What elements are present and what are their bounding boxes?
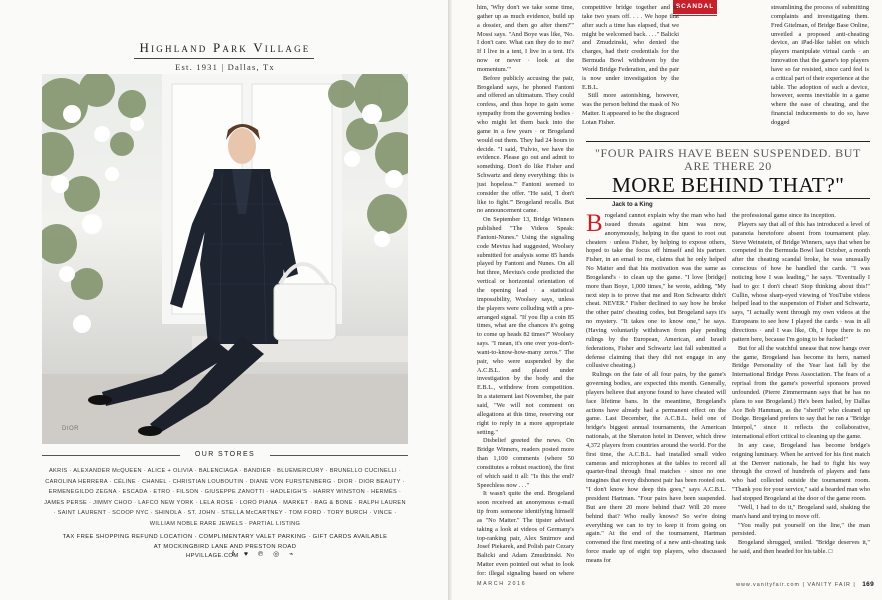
pullquote-top-rule — [586, 141, 870, 142]
pullquote-bottom-rule — [586, 198, 870, 199]
ad-divider — [134, 58, 314, 59]
article-paragraph: "You really put yourself on the line," the man persisted. — [732, 521, 870, 538]
stores-heading: OUR STORES — [42, 451, 408, 458]
article-paragraph: him, 'Why don't we take some time, gather up as much evidence, build up a dossier, and then go after them?'" Mossi says. "And Boye was like, 'No. I don't care. What can they do to me? If I live in a tent, I live in a tent. It's now or never · look at the momentum.'" — [477, 4, 574, 73]
article-column-2-bottom — [586, 212, 726, 578]
article-paragraph: Still more astonishing, however, was the person behind the mask of No Matter. It appeared to be the disgraced Lotan Fisher. — [582, 92, 679, 126]
ad-footer-info — [42, 533, 408, 552]
folio-right: www.vanityfair.com | VANITY FAIR | 169 — [736, 581, 874, 588]
article-paragraph: Players say that all of this has introduced a level of paranoia heretofore absent from tournament play. Steve Weinstein, of Bridge Winners, says that when he competed in the Bermuda Bowl last October, a month after the cheating scandal broke, he was unusually conscious of how he handled the cards. "I was noticing how I was leading," he says. "Eventually I had to go: I don't cheat! Stop thinking about this!" Cullin, whose sharp-eyed viewing of YouTube videos helped lead to the suspension of Fisher and Schwartz, says, "I actually went through my own videos at the Europeans to see how I played the cards · was in all directions · and I was like, Oh, I hope there is no pattern here, because I'm going to be fucked!" — [732, 220, 870, 343]
article-paragraph: Disbelief greeted the news. On Bridge Winners, readers posted more than 1,100 comments (where 50 constitutes a robust reaction), the first of which said it all: "Is this the end? Speechless now . . ." — [477, 437, 574, 489]
article-paragraph: Brogeland shrugged, smiled. "Bridge deserves it," he said, and then headed for his table. □ — [732, 539, 870, 556]
ad-photo-illustration — [42, 74, 408, 444]
dropcap: B — [586, 212, 603, 237]
ad-footer-line1: TAX FREE SHOPPING REFUND LOCATION · COMPLIMENTARY VALET PARKING · GIFT CARDS AVAILABLE — [62, 534, 388, 540]
ad-website[interactable]: HPVILLAGE.COM — [186, 553, 239, 559]
subhead-jack-to-a-king: Jack to a King — [612, 202, 653, 208]
ad-footer-line2: AT MOCKINGBIRD LANE AND PRESTON ROAD — [153, 543, 297, 550]
photo-credit: DIOR — [62, 426, 79, 432]
article-paragraph: Brogeland cannot explain why the man who had issued threats against him was now, anonymously, helping in the quest to root out cheaters · unless Fisher, by helping to expose others, hoped to take the focus off himself and his partner. Fisher, in an email to me, claims that he only helped No Matter and that his motivation was the same as Brogeland's · to clean up the game. "I love [bridge] more than Boye, 1,000 times," he wrote, adding, "My next step is to prove that me and Ron Schwartz didn't cheat. NEVER." Fisher declined to say how he broke the other pairs' cheating codes, but Brogeland says it's no mystery. "It takes one to know one," he says. (Having voluntarily withdrawn from play pending rulings by the European, American, and Israeli federations, Fisher and Schwartz last fall submitted a defense claiming that they did not engage in any collusive cheating.) — [586, 212, 726, 370]
page-number: 169 — [862, 581, 874, 588]
folio-site: www.vanityfair.com — [736, 582, 800, 588]
article-paragraph: It wasn't quite the end. Brogeland soon received an anonymous e-mail tip from someone identifying himself as "No Matter." The tipster advised taking a look at videos of Germany's top-ranking pair, Alex Smirnov and Josef Piekarek, and Polish pair Cezary Balicki and Adam Zmudzinski. No Matter even pointed out what to look for: illegal signaling based on where — [477, 490, 574, 577]
ad-established-line: Est. 1931 | Dallas, Tx — [175, 62, 275, 72]
section-tag-rule — [673, 15, 717, 16]
article-paragraph: In any case, Brogeland has become bridge's reigning luminary. When he arrived for his first match at the Denver nationals, he had to fight his way through the crowd of hundreds of players and fans who had collected outside the tournament room. "Thank you for your service," said a bearded man who had stopped Brogeland at the door of the game room. — [732, 441, 870, 502]
article-paragraph: streamlining the process of submitting complaints and investigating them. Fred Gitelman, of Bridge Base Online, unveiled a proposed anti-cheating device, an iPad-like tablet on which players manipulate virtual cards · an innovation that the game's top players have so far resisted, since card feel is a critical part of their experience at the table. The adoption of such a device, however, seems inevitable in a game where the ease of cheating, and the financial inducements to do so, have dogged — [771, 4, 869, 126]
folio-magazine: VANITY FAIR — [807, 582, 851, 588]
stores-list: AKRIS · ALEXANDER McQUEEN · ALICE + OLIVIA · BALENCIAGA · BANDIER · BLUEMERCURY · BRUNELLO CUCINELLI · CAROLINA HERRERA · CÉLINE · CHANEL · CHRISTIAN LOUBOUTIN · DIANE VON FURSTENBERG · DIOR · DIOR BEAUTY · ERMENEGILDO ZEGNA · ESCADA · ETRO · FILSON · GIUSEPPE ZANOTTI · HADLEIGH'S · HARRY WINSTON · HERMÈS · JAMES PERSE · JIMMY CHOO · LAFCO NEW YORK · LELA ROSE · LORO PIANA · MARKET · RAG & BONE · RALPH LAUREN · SAINT LAURENT · SCOOP NYC · SHINOLA · ST. JOHN · STELLA McCARTNEY · TOM FORD · TORY BURCH · VINCE · WILLIAM NOBLE RARE JEWELS · PARTIAL LISTING — [44, 468, 406, 527]
article-paragraph: On September 13, Bridge Winners published "The Videos Speak: Fantoni-Nunes." Using the signaling code Mevius had suggested, Woolsey submitted for analysis some 85 hands played by Fantoni and Nunes. On all but three, Mevius's code predicted the vertical or horizontal orientation of the opening lead · a statistical impossibility, Woolsey says, unless the players were colluding with a pre-arranged signal. "If you flip a coin 85 times, what are the chances it's going to come up heads 82 times?" Woolsey says. "I mean, it's one over you-don't-want-to-know-how-many zeros." The pair, who were suspended by the A.C.B.L. and placed under investigation by the body and the E.B.L., withdrew from competition. In a statement last November, the pair said, "We will not comment on allegations at this time, reserving our right to reply in a more appropriate setting." — [477, 216, 574, 436]
article-paragraph: the professional game since its inception. — [732, 212, 836, 219]
section-tag: SCANDAL — [673, 0, 717, 14]
article-paragraph: Before publicly accusing the pair, Brogeland says, he phoned Fantoni and offered an ultimatum. They could confess, and thus hope to gain some sympathy from the governing bodies · who might let them back into the game in a few years · or Brogeland would out them. They had 24 hours to decide. "I said, 'Fulvio, we have the evidence. Please go out and admit to something. Don't do like Fisher and Schwartz and deny everything: this is just hopeless.'" Fantoni seemed to consider the offer. "He said, 'I don't like to fight.'" Brogeland recalls. But no announcement came. — [477, 74, 574, 215]
ad-fashion-photo — [42, 74, 408, 444]
article-paragraph: competitive bridge together and to take two years off. . . . We hope that after such a time has elapsed, that we might be welcomed back. . . ." Balicki and Zmudzinski, who denied the charges, had their credentials for the Bermuda Bowl withdrawn by the World Bridge Federation, and the pair is now under investigation by the E.B.L. — [582, 4, 679, 91]
article-column-3-top — [771, 4, 869, 136]
pullquote-headline: MORE BEHIND THAT?" — [611, 173, 845, 197]
article-paragraph: But for all the watchful unease that now hangs over the game, Brogeland has become its hero, named Bridge Personality of the Year last fall by the International Bridge Press Association. The fears of a reprisal from the game's powerful sponsors proved unfounded. (Pierre Zimmermann says that he has no plans to sue Brogeland.) He's been hailed, by Dallas Ace Bob Hamman, as the "sheriff" who cleaned up Dodge. Brogeland prefers to say that he ran a "Bridge Interpol," since it reflects the collaborative, international effort critical to cleaning up the game. — [732, 344, 870, 441]
ad-brand-name: Highland Park Village — [139, 40, 311, 55]
folio-date: MARCH 2016 — [477, 581, 527, 587]
article-column-3-bottom — [732, 212, 870, 578]
article-column-2-top — [582, 4, 679, 136]
article-paragraph: "Well, I had to do it," Brogeland said, shaking the man's hand and trying to move off. — [732, 503, 870, 520]
article-column-1 — [477, 4, 574, 578]
article-paragraph: Rulings on the fate of all four pairs, by the game's governing bodies, are expected this month. Generally, players believe that anyone found to have cheated will face lifetime bans. In the meantime, Brogeland's actions have already had a permanent effect on the game. Last December, the A.C.B.L. held one of bridge's biggest annual tournaments, the American nationals, at the Sheraton hotel in Denver, which drew 4,372 players from countries around the world. For the first time, the A.C.B.L. had installed small video cameras and microphones at the tables to record all quarter-final through final matches · since no one imagines that every dishonest pair has been rooted out. "I don't know how deep this goes," says A.C.B.L. president Hartman. "Four pairs have been suspended. But are there 20 more behind that? Will 20 more behind that? Who really knows? So we're doing everything we can to try to keep it from going on again." At the end of the tournament, Hartman convened the first meeting of a new anti-cheating task force made up of eight top players, who discussed means for — [586, 371, 726, 564]
social-icons[interactable]: f ♥ ℗ ◎ ⌁ — [232, 551, 298, 558]
pullquote-subline: "FOUR PAIRS HAVE BEEN SUSPENDED. BUT ARE THERE 20 — [595, 146, 861, 173]
